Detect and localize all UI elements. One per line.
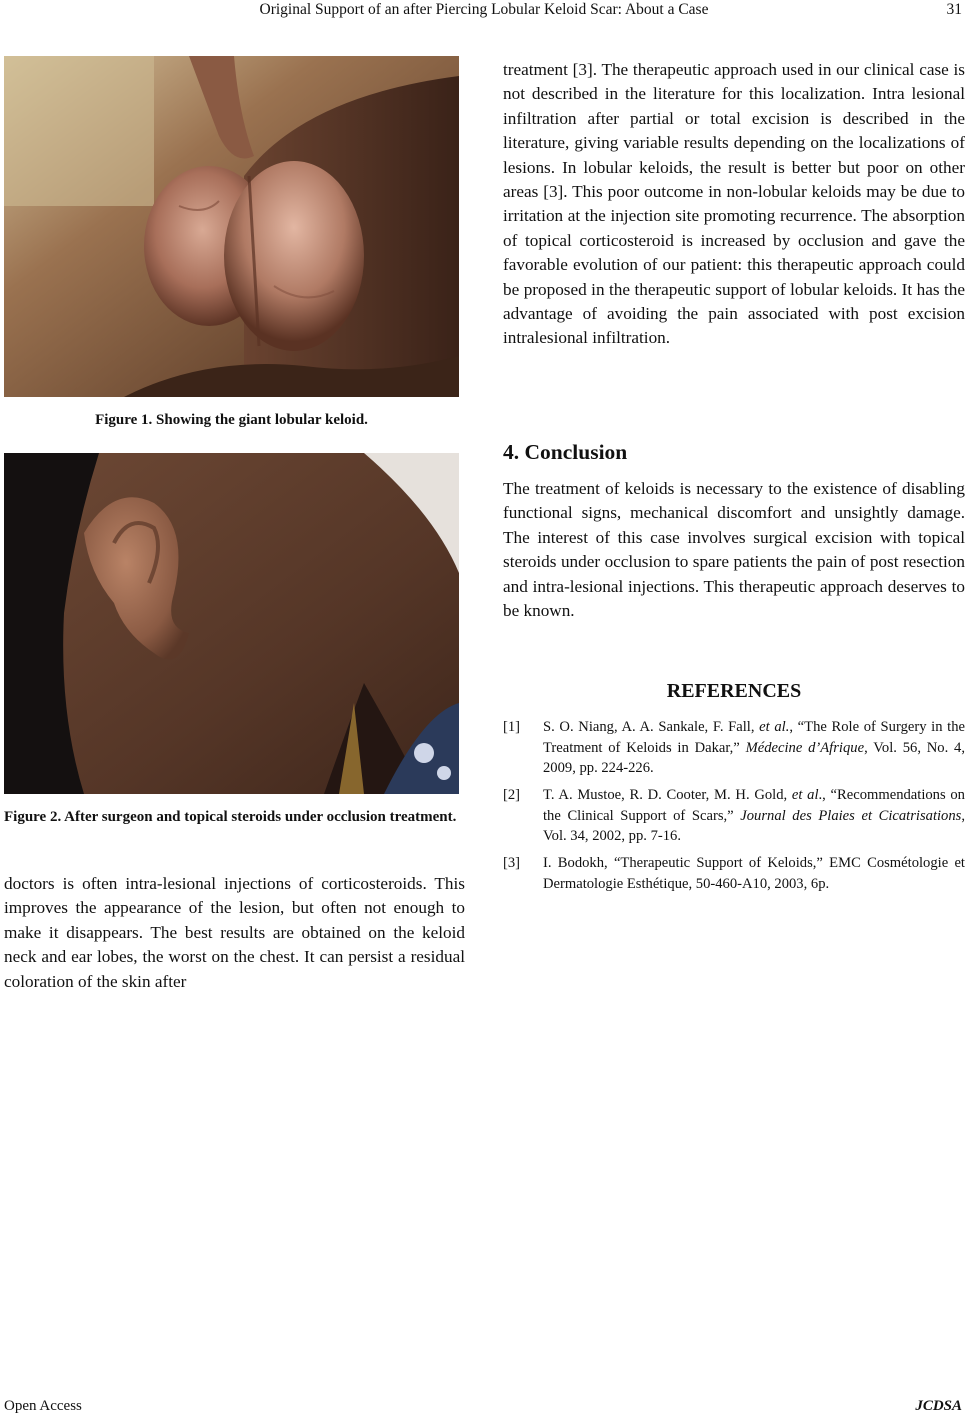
reference-text: S. O. Niang, A. A. Sankale, F. Fall, et al., “The Role of Surgery in the Treatment of Keloids in Dakar,” Médecine d’Afrique, Vol. 56, No. 4, 2009, pp. 224-226.: [543, 719, 966, 777]
reference-text: T. A. Mustoe, R. D. Cooter, M. H. Gold, et al., “Recommendations on the Clinical Support of Scars,” Journal des Plaies et Cicatrisations, Vol. 34, 2002, pp. 7-16.: [543, 787, 965, 845]
conclusion-heading: 4. Conclusion: [503, 440, 628, 464]
page-number: 31: [946, 1, 962, 18]
figure-2-photo: [4, 453, 459, 794]
ear-photo-illustration: [4, 453, 459, 794]
figure-1-caption: Figure 1. Showing the giant lobular keloid.: [95, 412, 368, 428]
reference-item: [503, 853, 965, 894]
keloid-photo-illustration: [4, 56, 459, 397]
figure-1-photo: [4, 56, 459, 397]
footer-open-access: Open Access: [4, 1398, 82, 1414]
figure-2-caption: Figure 2. After surgeon and topical steroids under occlusion treatment.: [4, 809, 457, 825]
reference-number: [2]: [503, 787, 521, 803]
reference-number: [3]: [503, 855, 521, 871]
running-title: Original Support of an after Piercing Lobular Keloid Scar: About a Case: [259, 1, 709, 18]
reference-text: I. Bodokh, “Therapeutic Support of Keloids,” EMC Cosmétologie et Dermatologie Esthétique, 50-460-A10, 2003, 6p.: [543, 855, 965, 892]
reference-item: [503, 717, 965, 779]
body-paragraph-discussion: treatment [3]. The therapeutic approach used in our clinical case is not described in the literature for this localization. Intra lesional infiltration after partial or total excision is described in the literature, giving variable results depending on the localizations of lesions. In lobular keloids, the result is better but poor on other areas [3]. This poor outcome in non-lobular keloids may be due to irritation at the injection site promoting recurrence. The absorption of topical corticosteroid is increased by occlusion and gave the favorable evolution of our patient: this therapeutic approach could be proposed in the therapeutic support of lobular keloids. It has the advantage of avoiding the pain associated with post excision intralesional infiltration.: [503, 60, 965, 348]
conclusion-paragraph: The treatment of keloids is necessary to the existence of disabling functional signs, mechanical discomfort and unsightly damage. The interest of this case involves surgical excision with topical steroids under occlusion to spare patients the pain of post resection and intra-lesional injections. This therapeutic approach deserves to be known.: [503, 479, 965, 621]
footer-journal-name: JCDSA: [915, 1398, 962, 1414]
reference-item: [503, 785, 965, 847]
reference-number: [1]: [503, 719, 521, 735]
body-paragraph-left: doctors is often intra-lesional injections of corticosteroids. This improves the appearance of the lesion, but often not enough to make it disappears. The best results are obtained on the keloid neck and ear lobes, the worst on the chest. It can persist a residual coloration of the skin after: [4, 874, 465, 991]
references-heading: REFERENCES: [666, 680, 802, 702]
